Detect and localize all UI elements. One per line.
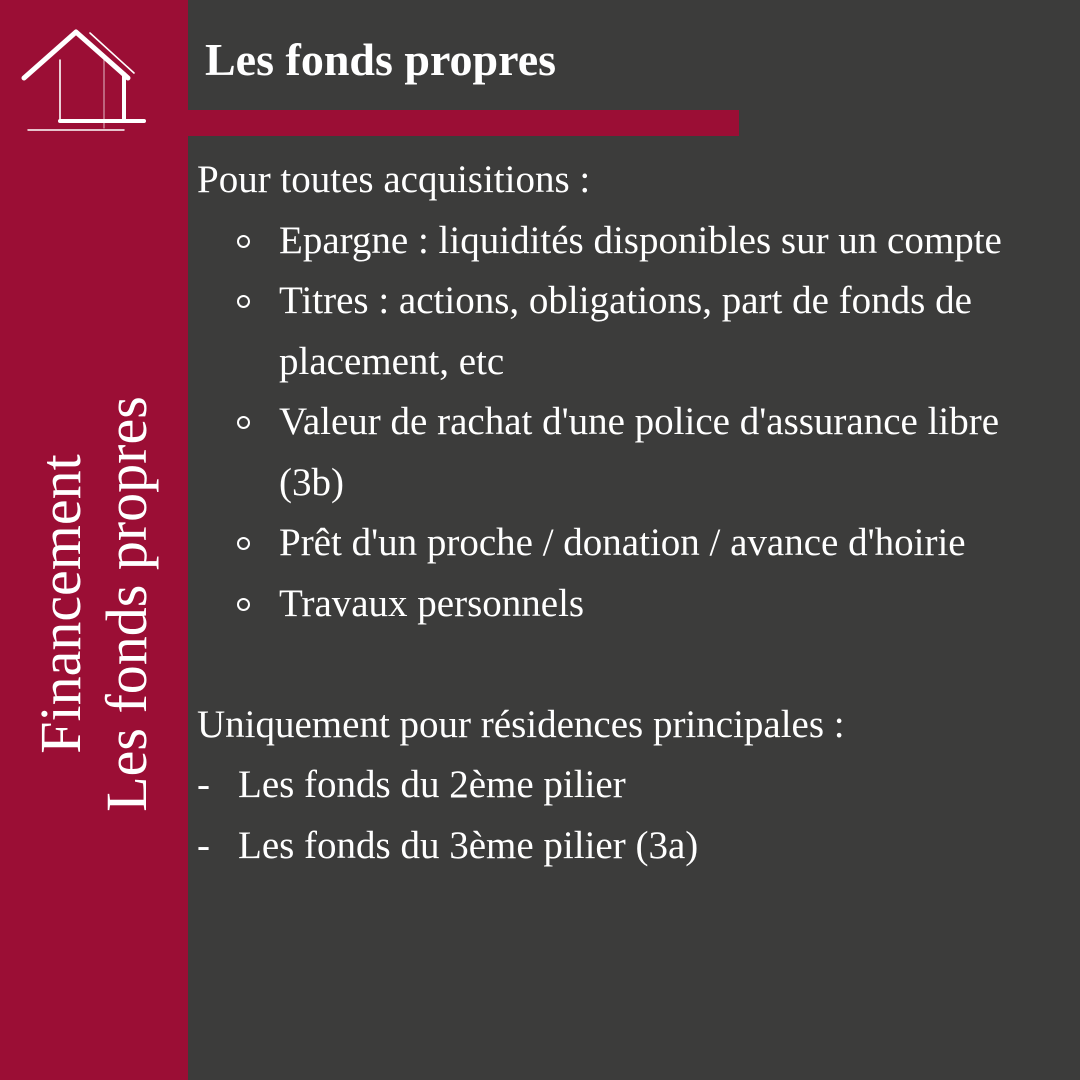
list-item — [197, 755, 1067, 816]
list-item — [197, 574, 1067, 635]
funding-sources-list — [197, 211, 1067, 635]
list-item — [197, 271, 1067, 392]
pension-funds-list — [197, 755, 1067, 876]
list-item-text: Epargne : liquidités disponibles sur un compte — [279, 218, 1002, 262]
sidebar — [0, 0, 188, 1080]
page-title: Les fonds propres — [205, 34, 557, 85]
circle-bullet-icon — [237, 235, 250, 248]
section-spacer — [197, 634, 1067, 695]
list-item — [197, 211, 1067, 272]
list-item — [197, 392, 1067, 513]
dash-bullet: - — [197, 823, 210, 867]
main-content — [197, 150, 1067, 876]
circle-bullet-icon — [237, 416, 250, 429]
list-item — [197, 816, 1067, 877]
vertical-title-line2: Les fonds propres — [94, 396, 159, 812]
list-item-text: Valeur de rachat d'une police d'assurance libre (3b) — [279, 400, 1000, 504]
list-item-text: Travaux personnels — [279, 581, 585, 625]
vertical-title — [28, 304, 160, 904]
circle-bullet-icon — [237, 598, 250, 611]
list-item-text: Titres : actions, obligations, part de fonds de placement, etc — [279, 279, 972, 383]
list-item-text: Les fonds du 2ème pilier — [238, 763, 626, 806]
circle-bullet-icon — [237, 295, 250, 308]
title-underline-bar — [188, 110, 739, 136]
house-outline-icon — [20, 28, 150, 136]
list-item-text: Prêt d'un proche / donation / avance d'hoirie — [279, 521, 966, 564]
circle-bullet-icon — [237, 537, 250, 550]
list-item-text: Les fonds du 3ème pilier (3a) — [238, 823, 699, 867]
section-label-all-acquisitions: Pour toutes acquisitions : — [197, 158, 591, 201]
vertical-title-line1: Financement — [28, 454, 93, 754]
section-label-main-residences: Uniquement pour résidences principales : — [197, 702, 845, 746]
dash-bullet: - — [197, 763, 210, 806]
list-item — [197, 513, 1067, 574]
